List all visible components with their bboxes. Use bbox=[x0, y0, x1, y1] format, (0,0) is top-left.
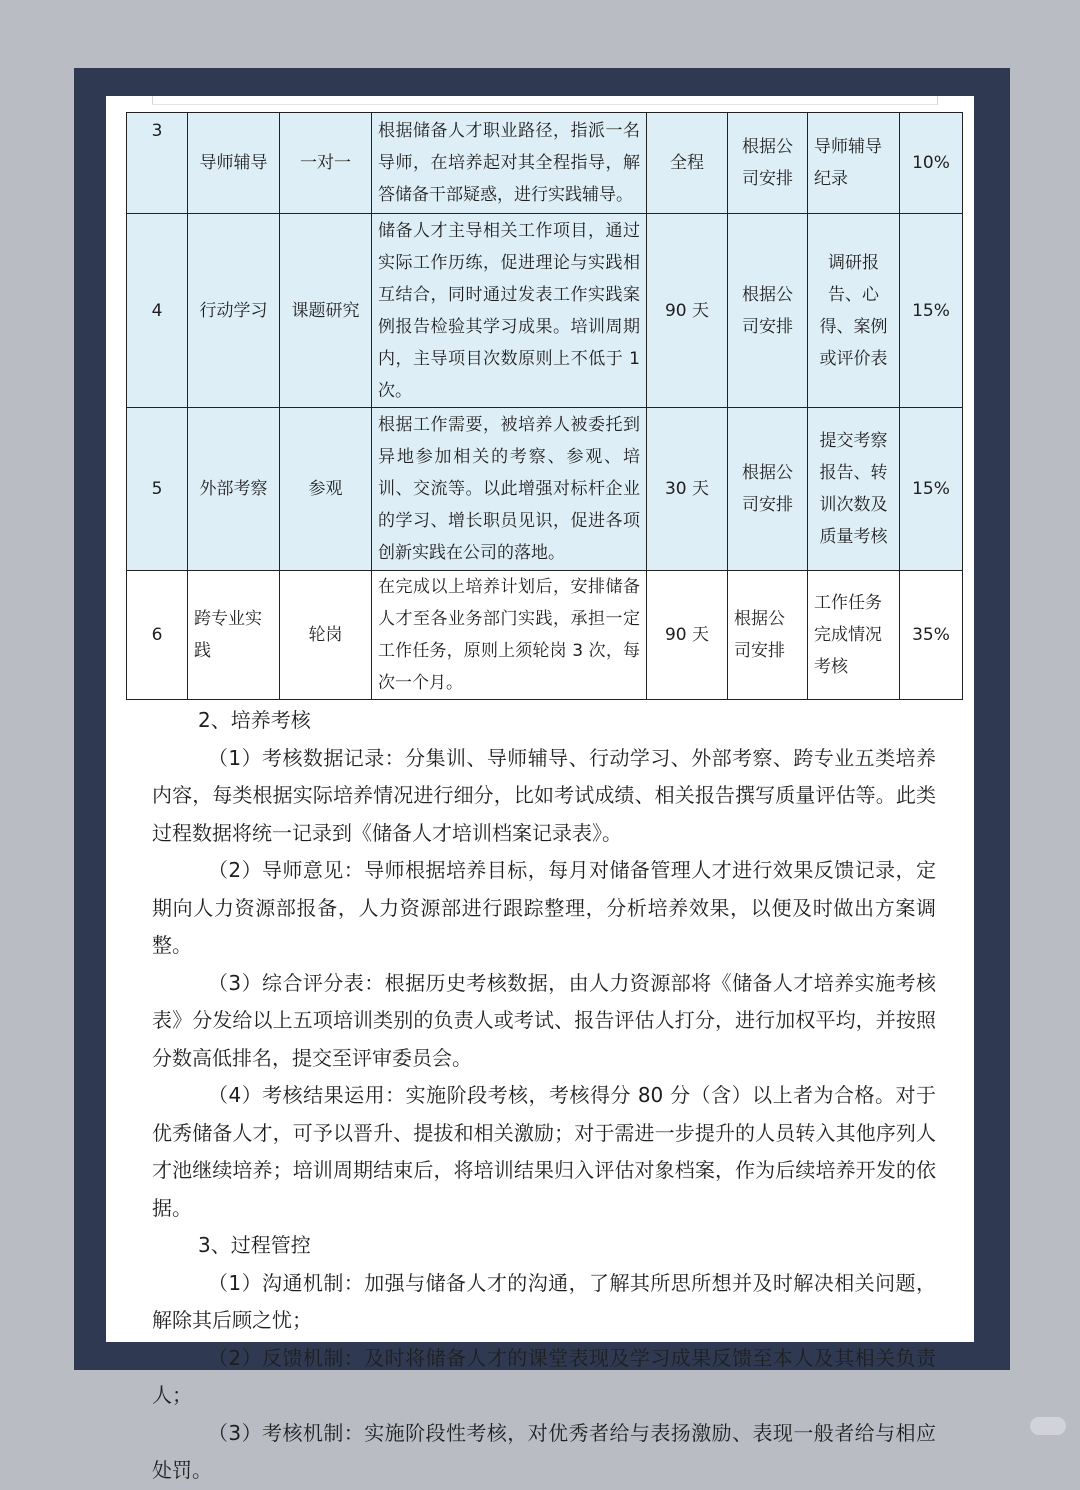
training-name: 外部考察 bbox=[188, 408, 280, 571]
row-number: 5 bbox=[127, 408, 188, 571]
training-schedule: 根据公司安排 bbox=[728, 113, 808, 214]
training-assessment: 工作任务完成情况考核 bbox=[808, 571, 900, 700]
training-duration: 全程 bbox=[647, 113, 728, 214]
paragraph-feedback: （2）反馈机制：及时将储备人才的课堂表现及学习成果反馈至本人及其相关负责人； bbox=[152, 1345, 936, 1407]
paragraph-mentor-opinion: （2）导师意见：导师根据培养目标，每月对储备管理人才进行效果反馈记录，定期向人力资源部报备，人力资源部进行跟踪整理，分析培养效果，以便及时做出方案调整。 bbox=[152, 858, 936, 957]
training-name: 行动学习 bbox=[188, 214, 280, 408]
document-page bbox=[106, 96, 974, 1482]
training-schedule: 根据公司安排 bbox=[728, 214, 808, 408]
training-method: 参观 bbox=[280, 408, 372, 571]
paragraph-evaluation: （3）考核机制：实施阶段性考核，对优秀者给与表扬激励、表现一般者给与相应处罚。 bbox=[152, 1420, 936, 1482]
training-method: 一对一 bbox=[280, 113, 372, 214]
training-assessment: 提交考察报告、转训次数及质量考核 bbox=[808, 408, 900, 571]
training-weight: 15% bbox=[900, 408, 963, 571]
training-weight: 10% bbox=[900, 113, 963, 214]
table-row bbox=[127, 408, 963, 571]
training-schedule: 根据公司安排 bbox=[728, 408, 808, 571]
table-row bbox=[127, 113, 963, 214]
training-duration: 90 天 bbox=[647, 214, 728, 408]
table-row bbox=[127, 214, 963, 408]
page-margin-marks bbox=[152, 96, 938, 105]
paragraph-communication: （1）沟通机制：加强与储备人才的沟通，了解其所思所想并及时解决相关问题，解除其后顾之忧； bbox=[152, 1270, 936, 1332]
training-description: 在完成以上培养计划后，安排储备人才至各业务部门实践，承担一定工作任务，原则上须轮岗 3 次，每次一个月。 bbox=[372, 571, 647, 700]
training-assessment: 导师辅导纪录 bbox=[808, 113, 900, 214]
section-heading-process-control: 3、过程管控 bbox=[198, 1233, 311, 1257]
training-plan-table bbox=[126, 112, 963, 700]
paragraph-score-sheet: （3）综合评分表：根据历史考核数据，由人力资源部将《储备人才培养实施考核表》分发给以上五项培训类别的负责人或考试、报告评估人打分，进行加权平均，并按照分数高低排名，提交至评审委员会。 bbox=[152, 970, 936, 1070]
paragraph-result-usage: （4）考核结果运用：实施阶段考核，考核得分 80 分（含）以上者为合格。对于优秀储备人才，可予以晋升、提拔和相关激励；对于需进一步提升的人员转入其他序列人才池继续培养；培训周期结束后，将培训结果归入评估对象档案，作为后续培养开发的依据。 bbox=[152, 1083, 936, 1220]
section-heading-assessment: 2、培养考核 bbox=[198, 708, 311, 732]
row-number: 3 bbox=[127, 113, 188, 214]
assessment-section bbox=[152, 702, 936, 1490]
training-description: 储备人才主导相关工作项目，通过实际工作历练，促进理论与实践相互结合，同时通过发表工作实践案例报告检验其学习成果。培训周期内，主导项目次数原则上不低于 1 次。 bbox=[372, 214, 647, 408]
training-name: 跨专业实践 bbox=[188, 571, 280, 700]
training-weight: 15% bbox=[900, 214, 963, 408]
training-description: 根据工作需要，被培养人被委托到异地参加相关的考察、参观、培训、交流等。以此增强对标杆企业的学习、增长职员见识，促进各项创新实践在公司的落地。 bbox=[372, 408, 647, 571]
table-row bbox=[127, 571, 963, 700]
training-assessment: 调研报告、心得、案例或评价表 bbox=[808, 214, 900, 408]
row-number: 6 bbox=[127, 571, 188, 700]
training-name: 导师辅导 bbox=[188, 113, 280, 214]
training-weight: 35% bbox=[900, 571, 963, 700]
training-schedule: 根据公司安排 bbox=[728, 571, 808, 700]
training-method: 课题研究 bbox=[280, 214, 372, 408]
training-duration: 30 天 bbox=[647, 408, 728, 571]
paragraph-data-record: （1）考核数据记录：分集训、导师辅导、行动学习、外部考察、跨专业五类培养内容，每类根据实际培养情况进行细分，比如考试成绩、相关报告撰写质量评估等。此类过程数据将统一记录到《储备人才培训档案记录表》。 bbox=[152, 745, 936, 845]
training-description: 根据储备人才职业路径，指派一名导师，在培养起对其全程指导，解答储备干部疑惑，进行实践辅导。 bbox=[372, 113, 647, 214]
row-number: 4 bbox=[127, 214, 188, 408]
watermark-badge bbox=[1030, 1417, 1066, 1435]
training-method: 轮岗 bbox=[280, 571, 372, 700]
training-duration: 90 天 bbox=[647, 571, 728, 700]
